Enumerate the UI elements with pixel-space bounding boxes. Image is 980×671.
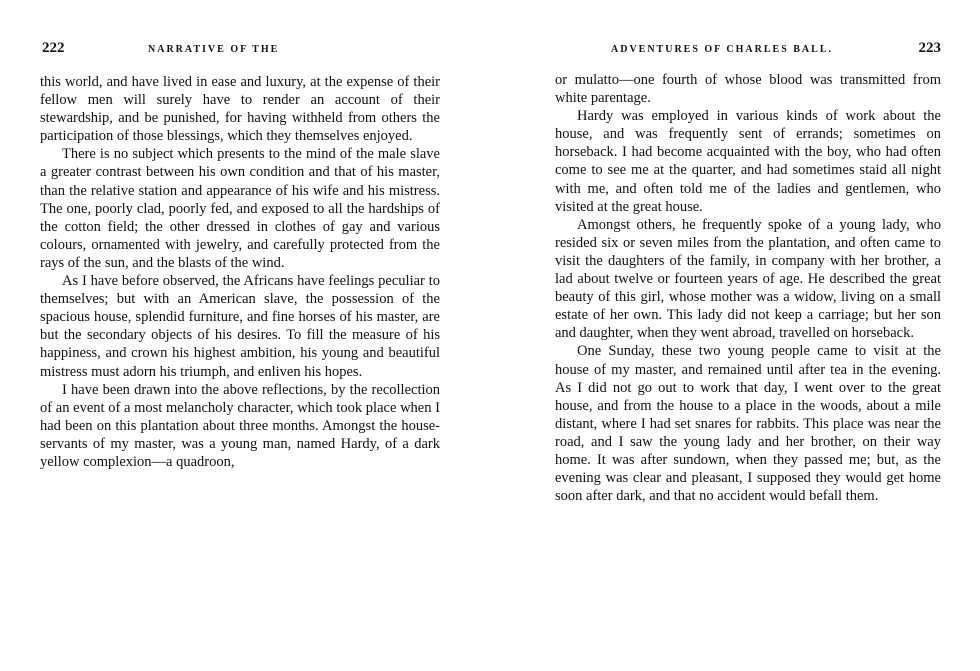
paragraph: There is no subject which presents to the mind of the male slave a greater contrast between his own condition and that of his master, than the relative station and appearance of his wife and his mistress. The one, poorly clad, poorly fed, and exposed to all the hardships of the cotton field; the other dressed in clothes of gay and various colours, ornamented with jewelry, and carefully protected from the rays of the sun, and the blasts of the wind.	[40, 146, 440, 271]
paragraph: or mulatto—one fourth of whose blood was transmitted from white parentage.	[555, 72, 941, 107]
right-running-head-title: ADVENTURES OF CHARLES BALL.	[611, 44, 833, 55]
paragraph: One Sunday, these two young people came to visit at the house of my master, and remained until after tea in the evening. As I did not go out to work that day, I went over to the great house, and from the house to a place in the woods, about a mile distant, where I had set snares for rabbits. This place was near the road, and I saw the young lady and her brother, on their way home. It was after sundown, when they passed me; but, as the evening was clear and pleasant, I supposed they would get home soon after dark, and that no accident would befall them.	[555, 343, 941, 505]
left-page-number: 222	[42, 40, 65, 56]
paragraph: I have been drawn into the above reflections, by the recollection of an event of a most melancholy character, which took place when I had been on this plantation about three months. Amongst the house-servants of my master, was a young man, named Hardy, of a dark yellow complexion—a quadroon,	[40, 381, 440, 470]
paragraph: Hardy was employed in various kinds of work about the house, and was frequently sent of errands; sometimes on horseback. I had become acquainted with the boy, who had often come to see me at the quarter, and had sometimes staid all night with me, and often told me of the ladies and gentlemen, who visited at the great house.	[555, 108, 941, 215]
right-body-text	[555, 71, 941, 505]
left-running-head-title: NARRATIVE OF THE	[148, 44, 280, 55]
right-running-head	[555, 40, 941, 60]
paragraph: this world, and have lived in ease and luxury, at the expense of their fellow men will surely have to render an account of their stewardship, and be punished, for having withheld from others the participation of those blessings, which they themselves enjoyed.	[40, 74, 440, 145]
left-body-text	[40, 73, 440, 471]
right-page-number: 223	[918, 40, 941, 56]
paragraph: Amongst others, he frequently spoke of a young lady, who resided six or seven miles from the plantation, and often came to visit the daughters of the family, in company with her brother, a lad about twelve or fourteen years of age. He described the great beauty of this girl, whose mother was a widow, living on a small estate of her own. This lady did not keep a carriage; but her son and daughter, when they went abroad, travelled on horseback.	[555, 216, 941, 342]
paragraph: As I have before observed, the Africans have feelings peculiar to themselves; but with an American slave, the possession of the spacious house, splendid furniture, and fine horses of his master, are but the secondary objects of his desires. To fill the measure of his happiness, and crown his highest ambition, his young and beautiful mistress must adorn his triumph, and enliven his hopes.	[40, 273, 440, 380]
left-running-head	[40, 40, 440, 60]
